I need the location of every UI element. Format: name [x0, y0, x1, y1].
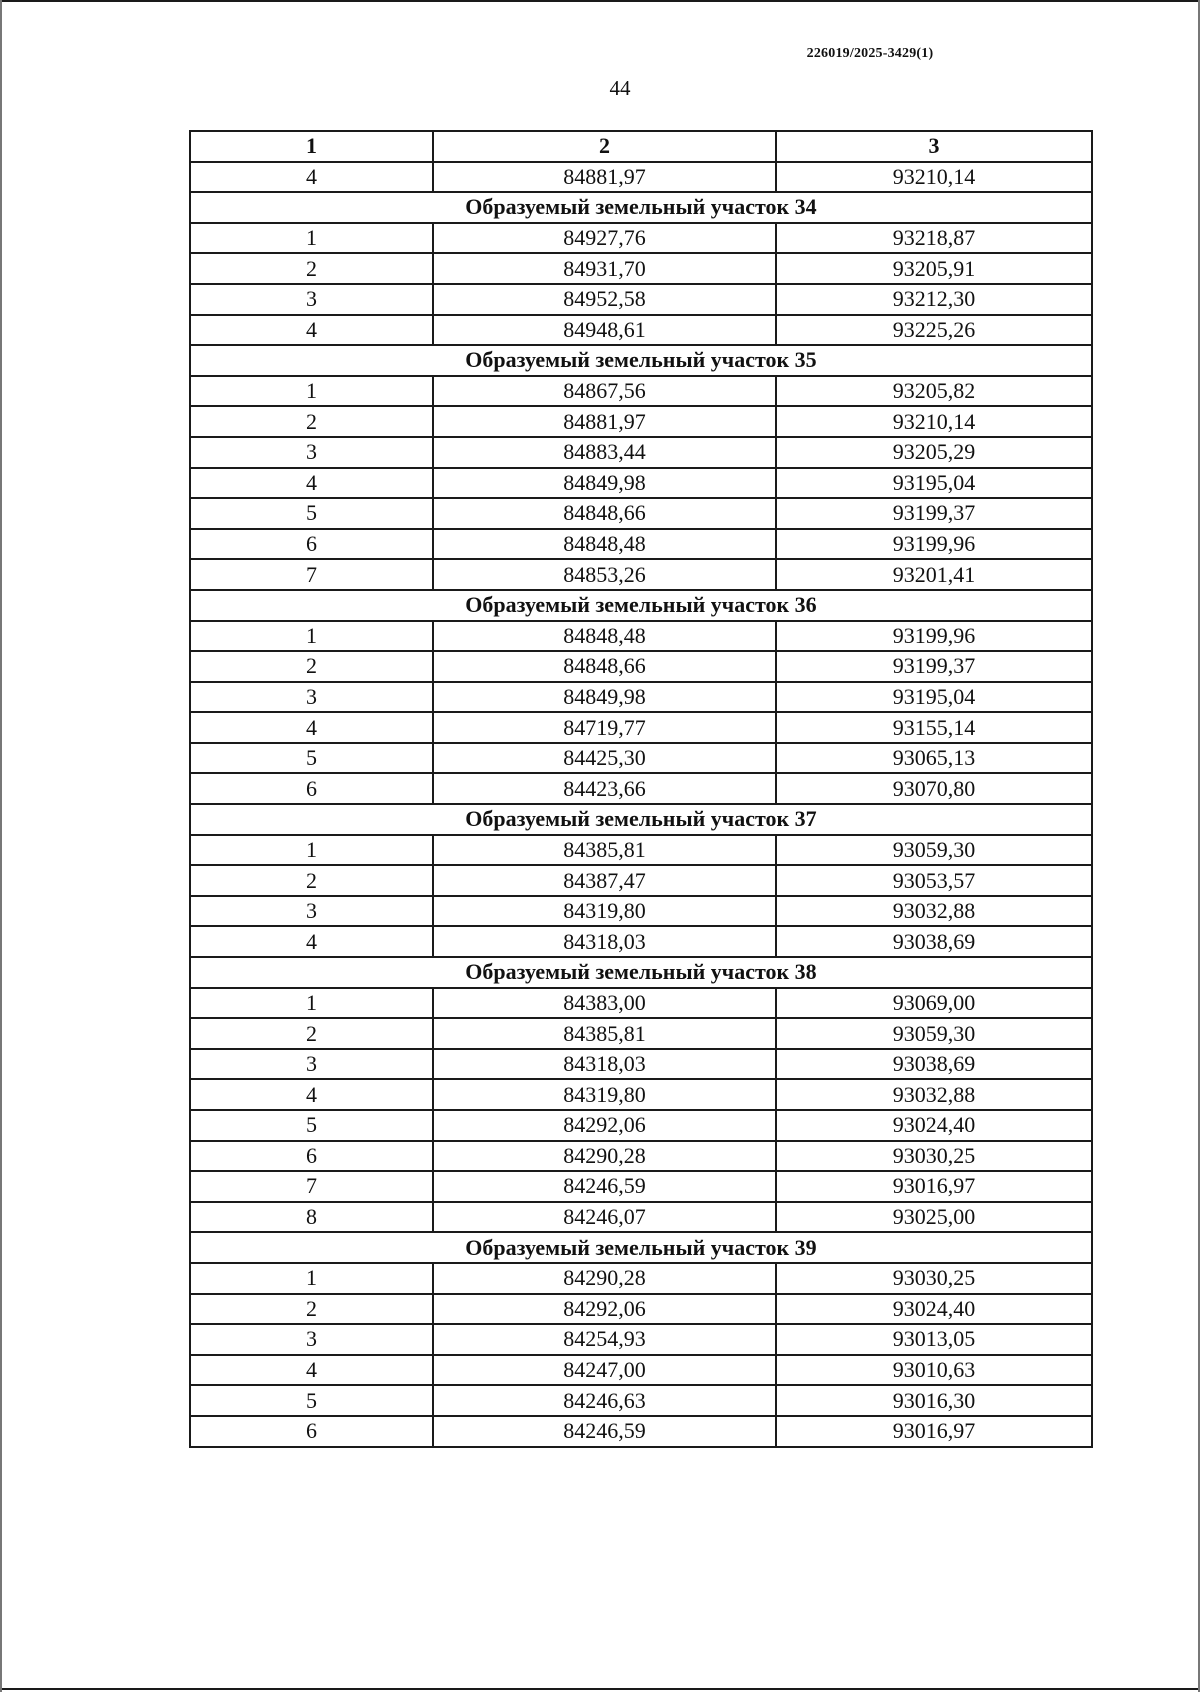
point-number-cell: 4 [190, 468, 433, 499]
coordinate-x-cell: 84853,26 [433, 559, 776, 590]
table-row [190, 437, 1092, 468]
point-number-cell: 3 [190, 284, 433, 315]
coordinate-y-cell: 93038,69 [776, 1049, 1092, 1080]
point-number-cell: 7 [190, 559, 433, 590]
table-row [190, 773, 1092, 804]
table-row [190, 651, 1092, 682]
section-title: Образуемый земельный участок 36 [190, 590, 1092, 621]
point-number-cell: 3 [190, 682, 433, 713]
table-row [190, 835, 1092, 866]
coordinate-y-cell: 93030,25 [776, 1263, 1092, 1294]
point-number-cell: 1 [190, 621, 433, 652]
coordinate-x-cell: 84849,98 [433, 468, 776, 499]
point-number-cell: 6 [190, 773, 433, 804]
point-number-cell: 6 [190, 529, 433, 560]
coordinate-x-cell: 84848,66 [433, 498, 776, 529]
point-number-cell: 4 [190, 926, 433, 957]
table-row [190, 376, 1092, 407]
section-title: Образуемый земельный участок 39 [190, 1232, 1092, 1263]
point-number-cell: 1 [190, 835, 433, 866]
point-number-cell: 3 [190, 1049, 433, 1080]
coordinate-x-cell: 84385,81 [433, 835, 776, 866]
table-row [190, 1049, 1092, 1080]
point-number-cell: 5 [190, 743, 433, 774]
section-title: Образуемый земельный участок 35 [190, 345, 1092, 376]
section-title: Образуемый земельный участок 34 [190, 192, 1092, 223]
coordinate-y-cell: 93070,80 [776, 773, 1092, 804]
coordinate-x-cell: 84867,56 [433, 376, 776, 407]
table-row [190, 284, 1092, 315]
coordinates-table [189, 130, 1093, 1448]
coordinate-x-cell: 84292,06 [433, 1294, 776, 1325]
table-row [190, 1079, 1092, 1110]
table-row [190, 1263, 1092, 1294]
point-number-cell: 2 [190, 1018, 433, 1049]
point-number-cell: 2 [190, 651, 433, 682]
section-row [190, 957, 1092, 988]
table-row [190, 1416, 1092, 1447]
coordinate-x-cell: 84385,81 [433, 1018, 776, 1049]
coordinate-x-cell: 84848,66 [433, 651, 776, 682]
coordinate-x-cell: 84931,70 [433, 253, 776, 284]
coordinate-y-cell: 93016,30 [776, 1385, 1092, 1416]
table-row [190, 315, 1092, 346]
coordinate-y-cell: 93225,26 [776, 315, 1092, 346]
point-number-cell: 3 [190, 1324, 433, 1355]
table-row [190, 1018, 1092, 1049]
coordinate-x-cell: 84719,77 [433, 712, 776, 743]
table-row [190, 988, 1092, 1019]
coordinate-x-cell: 84319,80 [433, 1079, 776, 1110]
column-header: 3 [776, 131, 1092, 162]
coordinate-x-cell: 84423,66 [433, 773, 776, 804]
coordinate-y-cell: 93199,37 [776, 498, 1092, 529]
table-row [190, 498, 1092, 529]
coordinate-x-cell: 84318,03 [433, 926, 776, 957]
coordinate-y-cell: 93010,63 [776, 1355, 1092, 1386]
coordinate-y-cell: 93024,40 [776, 1294, 1092, 1325]
table-row [190, 682, 1092, 713]
point-number-cell: 7 [190, 1171, 433, 1202]
point-number-cell: 4 [190, 1355, 433, 1386]
coordinate-y-cell: 93032,88 [776, 1079, 1092, 1110]
coordinate-x-cell: 84927,76 [433, 223, 776, 254]
coordinate-x-cell: 84387,47 [433, 865, 776, 896]
table-row [190, 1110, 1092, 1141]
point-number-cell: 5 [190, 498, 433, 529]
section-row [190, 345, 1092, 376]
point-number-cell: 4 [190, 1079, 433, 1110]
section-title: Образуемый земельный участок 37 [190, 804, 1092, 835]
table-row [190, 1385, 1092, 1416]
table-row [190, 1355, 1092, 1386]
coordinate-y-cell: 93025,00 [776, 1202, 1092, 1233]
coordinate-y-cell: 93155,14 [776, 712, 1092, 743]
coordinate-x-cell: 84849,98 [433, 682, 776, 713]
table-row [190, 529, 1092, 560]
coordinate-x-cell: 84254,93 [433, 1324, 776, 1355]
point-number-cell: 1 [190, 1263, 433, 1294]
point-number-cell: 1 [190, 988, 433, 1019]
point-number-cell: 1 [190, 223, 433, 254]
column-header: 2 [433, 131, 776, 162]
section-row [190, 804, 1092, 835]
point-number-cell: 2 [190, 865, 433, 896]
table-row [190, 926, 1092, 957]
table-row [190, 896, 1092, 927]
coordinate-y-cell: 93032,88 [776, 896, 1092, 927]
coordinate-y-cell: 93212,30 [776, 284, 1092, 315]
table-row [190, 468, 1092, 499]
coordinate-y-cell: 93199,37 [776, 651, 1092, 682]
point-number-cell: 1 [190, 376, 433, 407]
section-row [190, 590, 1092, 621]
coordinate-y-cell: 93195,04 [776, 468, 1092, 499]
coordinate-y-cell: 93059,30 [776, 1018, 1092, 1049]
scan-border-bottom [0, 1688, 1200, 1690]
coordinate-y-cell: 93210,14 [776, 406, 1092, 437]
coordinate-y-cell: 93205,29 [776, 437, 1092, 468]
document-number: 226019/2025-3429(1) [806, 46, 934, 61]
coordinate-y-cell: 93069,00 [776, 988, 1092, 1019]
coordinate-y-cell: 93205,91 [776, 253, 1092, 284]
table-row [190, 253, 1092, 284]
coordinate-x-cell: 84881,97 [433, 406, 776, 437]
point-number-cell: 6 [190, 1141, 433, 1172]
coordinate-x-cell: 84948,61 [433, 315, 776, 346]
page-number: 44 [609, 76, 631, 100]
point-number-cell: 6 [190, 1416, 433, 1447]
coordinate-x-cell: 84952,58 [433, 284, 776, 315]
coordinate-y-cell: 93210,14 [776, 162, 1092, 193]
coordinate-y-cell: 93013,05 [776, 1324, 1092, 1355]
table-row [190, 406, 1092, 437]
point-number-cell: 5 [190, 1110, 433, 1141]
point-number-cell: 4 [190, 315, 433, 346]
coordinate-x-cell: 84318,03 [433, 1049, 776, 1080]
table-row [190, 1294, 1092, 1325]
section-title: Образуемый земельный участок 38 [190, 957, 1092, 988]
table-row [190, 712, 1092, 743]
table-row [190, 559, 1092, 590]
coordinate-x-cell: 84881,97 [433, 162, 776, 193]
point-number-cell: 4 [190, 712, 433, 743]
coordinate-x-cell: 84848,48 [433, 529, 776, 560]
coordinate-x-cell: 84292,06 [433, 1110, 776, 1141]
section-row [190, 192, 1092, 223]
coordinate-y-cell: 93218,87 [776, 223, 1092, 254]
coordinate-y-cell: 93016,97 [776, 1416, 1092, 1447]
coordinate-y-cell: 93059,30 [776, 835, 1092, 866]
table-row [190, 1171, 1092, 1202]
point-number-cell: 2 [190, 1294, 433, 1325]
coordinate-y-cell: 93024,40 [776, 1110, 1092, 1141]
table-header-row [190, 131, 1092, 162]
coordinate-y-cell: 93030,25 [776, 1141, 1092, 1172]
point-number-cell: 4 [190, 162, 433, 193]
table-row [190, 223, 1092, 254]
section-row [190, 1232, 1092, 1263]
coordinate-y-cell: 93195,04 [776, 682, 1092, 713]
coordinate-y-cell: 93205,82 [776, 376, 1092, 407]
coordinate-x-cell: 84383,00 [433, 988, 776, 1019]
coordinate-x-cell: 84319,80 [433, 896, 776, 927]
coordinate-x-cell: 84246,59 [433, 1416, 776, 1447]
table-row [190, 162, 1092, 193]
point-number-cell: 3 [190, 896, 433, 927]
coordinate-y-cell: 93038,69 [776, 926, 1092, 957]
coordinate-x-cell: 84883,44 [433, 437, 776, 468]
table-row [190, 1202, 1092, 1233]
table-row [190, 621, 1092, 652]
coordinate-y-cell: 93201,41 [776, 559, 1092, 590]
table-row [190, 1141, 1092, 1172]
coordinate-x-cell: 84246,63 [433, 1385, 776, 1416]
coordinate-x-cell: 84290,28 [433, 1141, 776, 1172]
table-row [190, 1324, 1092, 1355]
coordinate-x-cell: 84246,07 [433, 1202, 776, 1233]
coordinate-y-cell: 93199,96 [776, 621, 1092, 652]
table-row [190, 743, 1092, 774]
coordinate-x-cell: 84247,00 [433, 1355, 776, 1386]
coordinate-x-cell: 84848,48 [433, 621, 776, 652]
point-number-cell: 8 [190, 1202, 433, 1233]
point-number-cell: 2 [190, 253, 433, 284]
point-number-cell: 2 [190, 406, 433, 437]
coordinate-y-cell: 93016,97 [776, 1171, 1092, 1202]
point-number-cell: 5 [190, 1385, 433, 1416]
point-number-cell: 3 [190, 437, 433, 468]
coordinate-y-cell: 93065,13 [776, 743, 1092, 774]
table-body [190, 162, 1092, 1447]
coordinate-y-cell: 93053,57 [776, 865, 1092, 896]
scan-border-top [0, 0, 1200, 2]
column-header: 1 [190, 131, 433, 162]
table-row [190, 865, 1092, 896]
coordinate-x-cell: 84425,30 [433, 743, 776, 774]
coordinate-x-cell: 84246,59 [433, 1171, 776, 1202]
scan-border-left [0, 0, 2, 1692]
coordinate-x-cell: 84290,28 [433, 1263, 776, 1294]
coordinate-y-cell: 93199,96 [776, 529, 1092, 560]
